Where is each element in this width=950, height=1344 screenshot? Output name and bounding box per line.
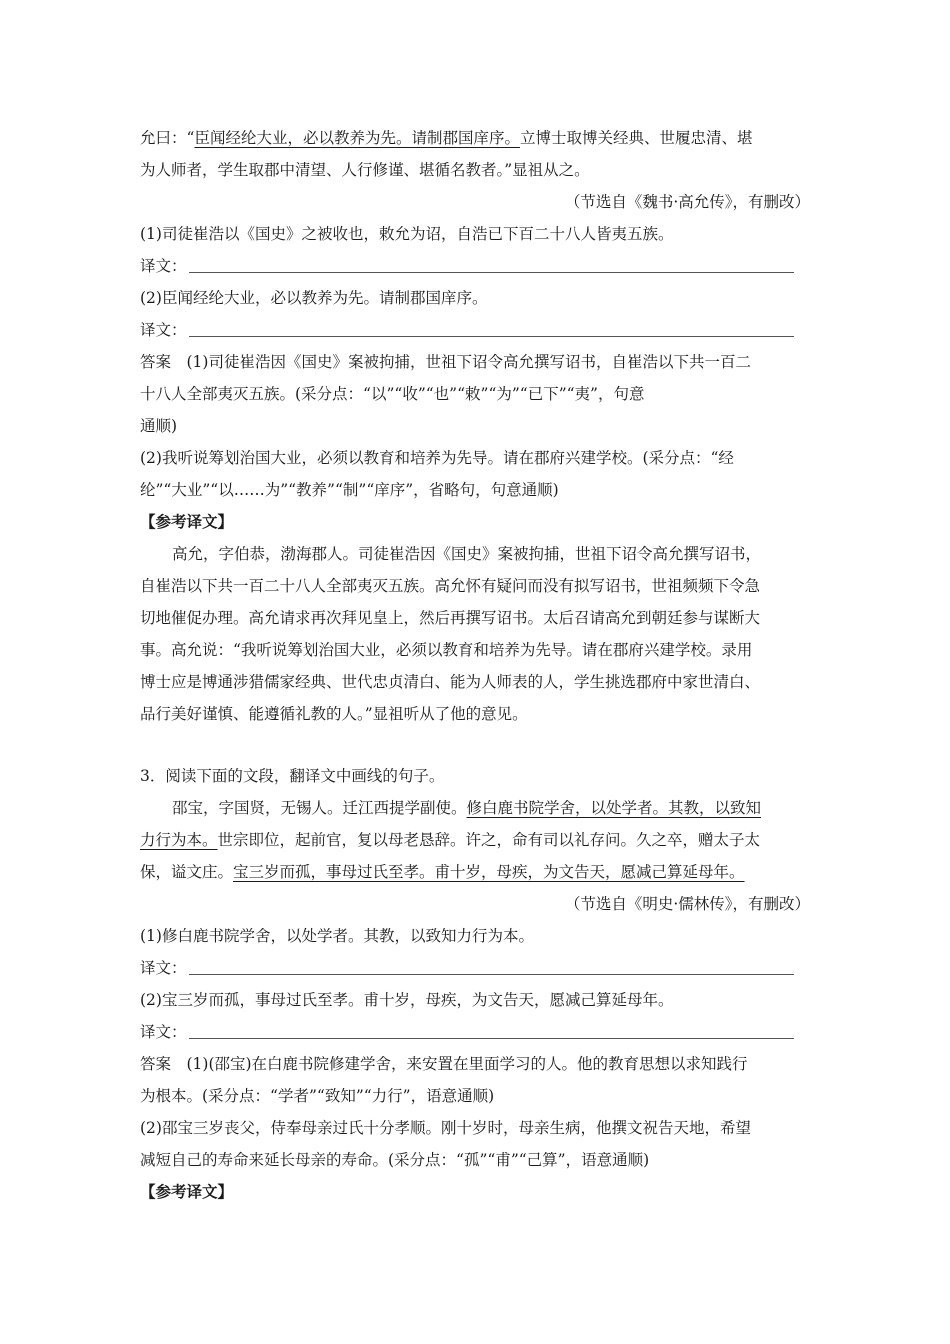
question-2: (2)臣闻经纶大业，必以教养为先。请制郡国庠序。	[140, 289, 488, 307]
answer-blank-line	[189, 271, 794, 273]
answer-blank-line	[189, 1037, 794, 1039]
passage-text: 邵宝，字国贤，无锡人。迁江西提学副使。	[172, 799, 467, 817]
answer-line: (2)邵宝三岁丧父，侍奉母亲过氏十分孝顺。刚十岁时，母亲生病，他撰文祝告天地，希望	[140, 1119, 751, 1137]
reference-line: 品行美好谨慎、能遵循礼教的人。”显祖听从了他的意见。	[140, 705, 528, 723]
reference-translation-heading: 【参考译文】	[140, 1183, 234, 1201]
translation-label: 译文：	[140, 321, 187, 339]
translation-answer-row	[140, 1016, 810, 1048]
passage-text: 世宗即位，起前官，复以母老恳辞。许之，命有司以礼存问。久之卒，赠太子太	[217, 831, 761, 849]
passage-text: 允曰：“	[140, 129, 195, 147]
answer-line: 为根本。(采分点：“学者”“致知”“力行”，语意通顺)	[140, 1087, 495, 1105]
translation-label: 译文：	[140, 959, 187, 977]
question-1: (1)修白鹿书院学舍，以处学者。其教，以致知力行为本。	[140, 927, 534, 945]
answer-line: 纶”“大业”“以……为”“教养”“制”“庠序”，省略句，句意通顺)	[140, 481, 559, 499]
passage-line	[140, 856, 810, 888]
question-1: (1)司徒崔浩以《国史》之被收也，敕允为诏，自浩已下百二十八人皆夷五族。	[140, 225, 674, 243]
translation-label: 译文：	[140, 257, 187, 275]
passage-text: 保，谥文庄。	[140, 863, 234, 881]
source-citation: （节选自《明史·儒林传》，有删改）	[564, 895, 810, 913]
translation-answer-row	[140, 952, 810, 984]
question-2: (2)宝三岁而孤，事母过氏至孝。甫十岁，母疾，为文告天，愿减己算延母年。	[140, 991, 674, 1009]
reference-translation-heading: 【参考译文】	[140, 513, 234, 531]
translation-answer-row	[140, 250, 810, 282]
passage-text: 立博士取博关经典、世履忠清、堪	[519, 129, 753, 147]
passage-line	[140, 792, 810, 824]
underlined-sentence: 力行为本。	[140, 831, 218, 849]
underlined-sentence: 臣闻经纶大业，必以教养为先。请制郡国庠序。	[194, 129, 520, 147]
answer-line: 答案 (1)(邵宝)在白鹿书院修建学舍，来安置在里面学习的人。他的教育思想以求知践行	[140, 1055, 748, 1073]
underlined-sentence: 修白鹿书院学舍，以处学者。其教，以致知	[466, 799, 762, 817]
answer-blank-line	[189, 973, 794, 975]
answer-line: 答案 (1)司徒崔浩因《国史》案被拘捕，世祖下诏令高允撰写诏书，自崔浩以下共一百二	[140, 353, 751, 371]
answer-line: 通顺)	[140, 417, 178, 435]
reference-line: 博士应是博通涉猎儒家经典、世代忠贞清白、能为人师表的人，学生挑选郡府中家世清白、	[140, 673, 761, 691]
source-citation: （节选自《魏书·高允传》，有删改）	[564, 193, 810, 211]
section-gap	[140, 730, 810, 760]
answer-line: 减短自己的寿命来延长母亲的寿命。(采分点：“孤”“甫”“己算”，语意通顺)	[140, 1151, 650, 1169]
passage-line: 为人师者，学生取郡中清望、人行修谨、堪循名教者。”显祖从之。	[140, 161, 590, 179]
translation-answer-row	[140, 314, 810, 346]
answer-line: 十八人全部夷灭五族。(采分点：“以”“收”“也”“敕”“为”“已下”“夷”，句意	[140, 385, 645, 403]
reference-line: 自崔浩以下共一百二十八人全部夷灭五族。高允怀有疑问而没有拟写诏书，世祖频频下令急	[140, 577, 761, 595]
passage-line	[140, 122, 810, 154]
reference-line: 切地催促办理。高允请求再次拜见皇上，然后再撰写诏书。太后召请高允到朝廷参与谋断大	[140, 609, 761, 627]
underlined-sentence: 宝三岁而孤，事母过氏至孝。甫十岁，母疾，为文告天，愿减己算延母年。	[233, 863, 745, 881]
reference-line: 事。高允说：“我听说筹划治国大业，必须以教育和培养为先导。请在郡府兴建学校。录用	[140, 641, 753, 659]
question-heading: 3．阅读下面的文段，翻译文中画线的句子。	[140, 767, 445, 785]
translation-label: 译文：	[140, 1023, 187, 1041]
reference-line: 高允，字伯恭，渤海郡人。司徒崔浩因《国史》案被拘捕，世祖下诏令高允撰写诏书，	[172, 545, 762, 563]
answer-blank-line	[189, 335, 794, 337]
passage-line	[140, 824, 810, 856]
answer-line: (2)我听说筹划治国大业，必须以教育和培养为先导。请在郡府兴建学校。(采分点：“经	[140, 449, 734, 467]
